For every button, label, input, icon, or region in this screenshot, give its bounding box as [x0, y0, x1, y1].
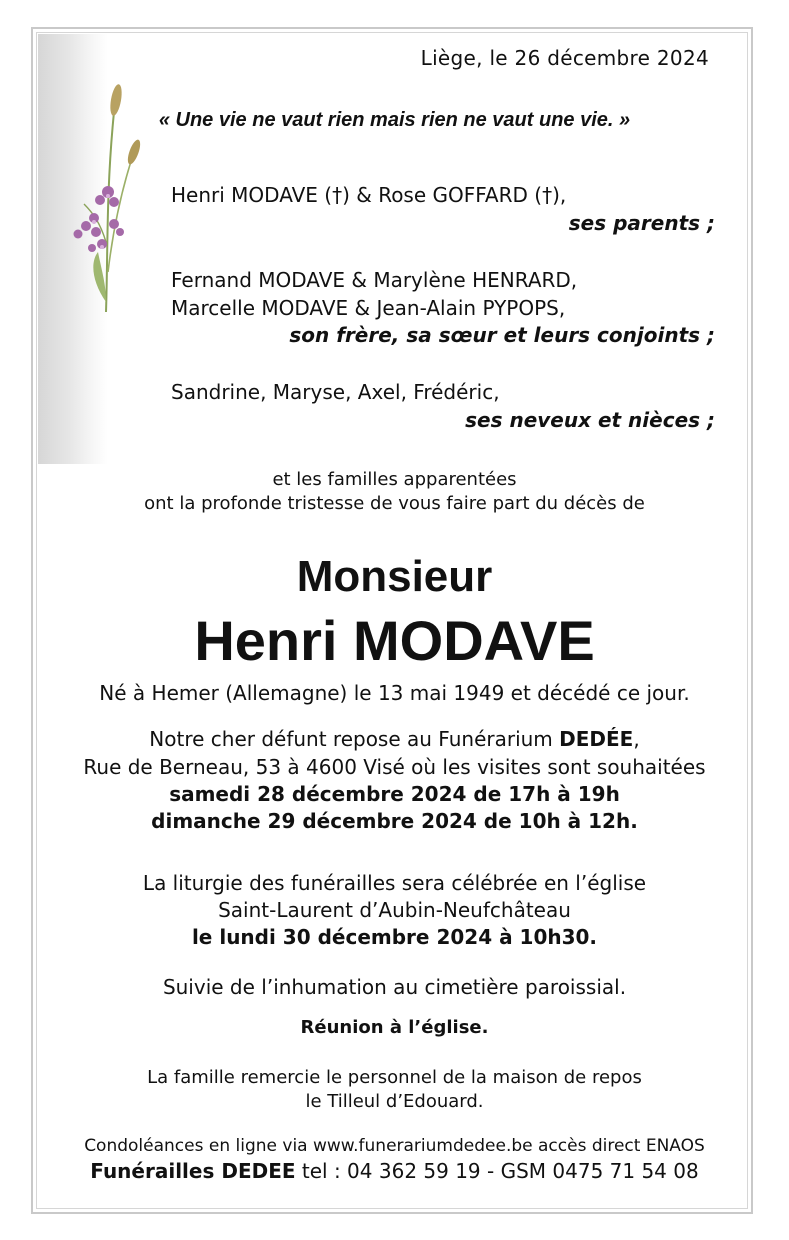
- repose-line-1-prefix: Notre cher défunt repose au Funérarium: [149, 727, 560, 751]
- nephews-names: Sandrine, Maryse, Axel, Frédéric,: [171, 380, 500, 404]
- siblings-line-1: Fernand MODAVE & Marylène HENRARD,: [171, 268, 578, 292]
- parents-relation: ses parents ;: [568, 211, 715, 235]
- liturgy-line-1: La liturgie des funérailles sera célébrée en l’église: [142, 871, 647, 895]
- parents-names: Henri MODAVE (†) & Rose GOFFARD (†),: [171, 183, 567, 207]
- date-line: Liège, le 26 décembre 2024: [420, 46, 709, 70]
- contact-numbers: tel : 04 362 59 19 - GSM 0475 71 54 08: [295, 1159, 699, 1183]
- repose-line-1-suffix: ,: [633, 727, 640, 751]
- visit-slot-1: samedi 28 décembre 2024 de 17h à 19h: [169, 782, 620, 806]
- liturgy-date: le lundi 30 décembre 2024 à 10h30.: [191, 925, 598, 949]
- siblings-relation: son frère, sa sœur et leurs conjoints ;: [289, 323, 715, 347]
- birth-death-line: Né à Hemer (Allemagne) le 13 mai 1949 et décédé ce jour.: [99, 681, 690, 705]
- burial-line: Suivie de l’inhumation au cimetière paroissial.: [162, 975, 627, 999]
- siblings-line-2: Marcelle MODAVE & Jean-Alain PYPOPS,: [171, 296, 566, 320]
- thanks-line-2: le Tilleul d’Edouard.: [305, 1091, 484, 1112]
- liturgy-line-2: Saint-Laurent d’Aubin-Neufchâteau: [218, 898, 571, 922]
- funerarium-name: DEDÉE: [559, 727, 634, 751]
- contact-line: [0, 1159, 789, 1183]
- visit-slot-2: dimanche 29 décembre 2024 de 10h à 12h.: [151, 809, 638, 833]
- company-name: Funérailles DEDEE: [90, 1159, 296, 1183]
- announcement-line-1: et les familles apparentées: [272, 469, 517, 490]
- repose-address: Rue de Berneau, 53 à 4600 Visé où les visites sont souhaitées: [83, 755, 706, 779]
- announcement-line-2: ont la profonde tristesse de vous faire part du décès de: [144, 493, 645, 514]
- reunion-line: Réunion à l’église.: [300, 1017, 489, 1038]
- repose-line-1: [0, 727, 789, 751]
- deceased-name: Henri MODAVE: [194, 609, 595, 672]
- nephews-relation: ses neveux et nièces ;: [465, 408, 715, 432]
- thanks-line-1: La famille remercie le personnel de la maison de repos: [147, 1067, 642, 1088]
- deceased-title: Monsieur: [296, 552, 493, 601]
- condolences-line: Condoléances en ligne via www.funerariumdedee.be accès direct ENAOS: [84, 1136, 705, 1156]
- quote: « Une vie ne vaut rien mais rien ne vaut une vie. »: [158, 109, 631, 131]
